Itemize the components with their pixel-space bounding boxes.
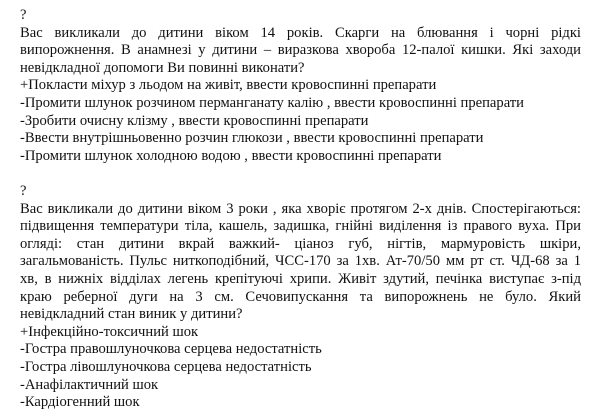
question-text-line: хв, в нижніх відділах легень крепітуючі хрипи. Живіт здутий, печінка виступає з-під <box>20 270 581 287</box>
question-text-line: краю реберної дуги на 3 см. Сечовипускання та випорожнень не було. Який <box>20 288 581 305</box>
answer-option: -Промити шлунок холодною водою , ввести кровоспинні препарати <box>20 147 442 164</box>
answer-option-correct: +Інфекційно-токсичний шок <box>20 323 199 340</box>
answer-option: -Гостра лівошлуночкова серцева недостатність <box>20 358 312 375</box>
answer-option: -Промити шлунок розчином перманганату калію , ввести кровоспинні препарати <box>20 94 524 111</box>
answer-option: -Анафілактичний шок <box>20 376 159 393</box>
question-text-line: Вас викликали до дитини віком 14 років. Скарги на блювання і чорні рідкі <box>20 24 581 41</box>
answer-option: -Зробити очисну клізму , ввести кровоспинні препарати <box>20 112 369 129</box>
question-text-line: підвищення температури тіла, кашель, задишка, гнійні виділення із правого вуха. При <box>20 218 581 235</box>
question-text-line: невідкладний стан виник у дитини? <box>20 306 243 323</box>
question-text-line: огляді: стан дитини вкрай важкий- ціаноз губ, нігтів, мармуровість шкіри, <box>20 235 581 252</box>
question-text-line: невідкладної допомоги Ви повинні виконати? <box>20 59 305 76</box>
answer-option: -Кардіогенний шок <box>20 394 140 411</box>
answer-option: -Гостра правошлуночкова серцева недостатність <box>20 341 322 358</box>
question-2 <box>20 183 581 412</box>
question-text-line: загальмованість. Пульс ниткоподібний, ЧСС-170 за 1хв. Ат-70/50 мм рт ст. ЧД-68 за 1 <box>20 253 581 270</box>
question-1 <box>20 7 581 165</box>
question-marker: ? <box>20 183 27 199</box>
answer-option: -Ввести внутрішньовенно розчин глюкози , ввести кровоспинні препарати <box>20 130 484 147</box>
question-text-line: випорожнення. В анамнезі у дитини – виразкова хвороба 12-палої кишки. Які заходи <box>20 42 581 59</box>
question-text-line: Вас викликали до дитини віком 3 роки , яка хворіє протягом 2-х днів. Спостерігаються: <box>20 200 581 217</box>
question-marker: ? <box>20 7 27 23</box>
answer-option-correct: +Покласти міхур з льодом на живіт, ввести кровоспинні препарати <box>20 77 437 94</box>
